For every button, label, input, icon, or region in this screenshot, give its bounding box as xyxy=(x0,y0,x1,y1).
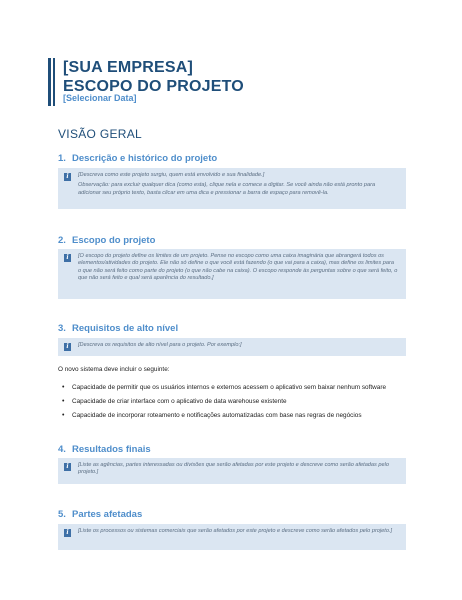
overview-heading: VISÃO GERAL xyxy=(58,127,142,141)
section-title: Requisitos de alto nível xyxy=(72,323,179,334)
section-number: 5. xyxy=(58,509,66,520)
section-heading-5 xyxy=(58,509,142,520)
tip-text: [Liste os processos ou sistemas comerciais que serão afetados por este projeto e descreve como serão afetados pelo projeto.] xyxy=(78,528,393,534)
title-text xyxy=(63,58,244,96)
tip-text: [O escopo do projeto define os limites de um projeto. Pense no escopo como uma caixa imaginária que abrangerá todos os elementos/atividades do projeto. Ele não só define o que você está fazendo (o que vai para a caixa), mas define os limites para o que não será feito como parte do projeto (o que não cabe na caixa). O escopo responde às perguntas sobre o que será feito, o que não será feito e qual será aparência do resultado.] xyxy=(78,253,398,282)
section-title: Resultados finais xyxy=(72,444,151,455)
requirements-intro[interactable]: O novo sistema deve incluir o seguinte: xyxy=(58,366,170,373)
company-name[interactable]: [SUA EMPRESA] xyxy=(63,59,194,76)
requirements-list xyxy=(62,384,402,427)
section-title: Descrição e histórico do projeto xyxy=(72,153,218,164)
info-icon: i xyxy=(64,173,71,181)
section-number: 3. xyxy=(58,323,66,334)
tip-box-1[interactable] xyxy=(58,168,406,209)
section-heading-3 xyxy=(58,323,178,334)
list-item[interactable]: • Capacidade de permitir que os usuários internos e externos acessem o aplicativo sem baixar nenhum software xyxy=(62,384,402,392)
section-heading-2 xyxy=(58,235,155,246)
tip-text: [Descreva os requisitos de alto nível para o projeto. Por exemplo:] xyxy=(78,342,242,348)
list-item[interactable]: • Capacidade de incorporar roteamento e notificações automatizadas com base nas regras de negócios xyxy=(62,412,402,420)
tip-note: Observação: para excluir qualquer dica (como esta), clique nela e comece a digitar. Se você ainda não está pronto para adicionar seu próprio texto, basta clicar em uma dica e pressionar a barra de espaço para removê-la. xyxy=(78,182,376,196)
info-icon: i xyxy=(64,343,71,351)
info-icon: i xyxy=(64,254,71,262)
section-number: 4. xyxy=(58,444,66,455)
tip-text: [Descreva como este projeto surgiu, quem está envolvido e sua finalidade.] xyxy=(78,172,265,178)
section-heading-1 xyxy=(58,153,217,164)
list-item[interactable]: • Capacidade de criar interface com o aplicativo de data warehouse existente xyxy=(62,398,402,406)
section-title: Escopo do projeto xyxy=(72,235,156,246)
section-number: 1. xyxy=(58,153,66,164)
document-title[interactable]: ESCOPO DO PROJETO xyxy=(63,78,244,95)
section-title: Partes afetadas xyxy=(72,509,143,520)
tip-box-3[interactable] xyxy=(58,338,406,356)
info-icon: i xyxy=(64,463,71,471)
date-picker[interactable]: [Selecionar Data] xyxy=(63,93,137,103)
tip-box-5[interactable] xyxy=(58,524,406,550)
tip-box-4[interactable] xyxy=(58,458,406,484)
section-heading-4 xyxy=(58,444,151,455)
section-number: 2. xyxy=(58,235,66,246)
tip-text: [Liste as agências, partes interessadas ou divisões que serão afetadas por este projeto e descreve como serão afetadas pelo projeto.] xyxy=(78,462,389,476)
tip-box-2[interactable] xyxy=(58,249,406,299)
title-accent-bars xyxy=(48,58,57,106)
info-icon: i xyxy=(64,529,71,537)
